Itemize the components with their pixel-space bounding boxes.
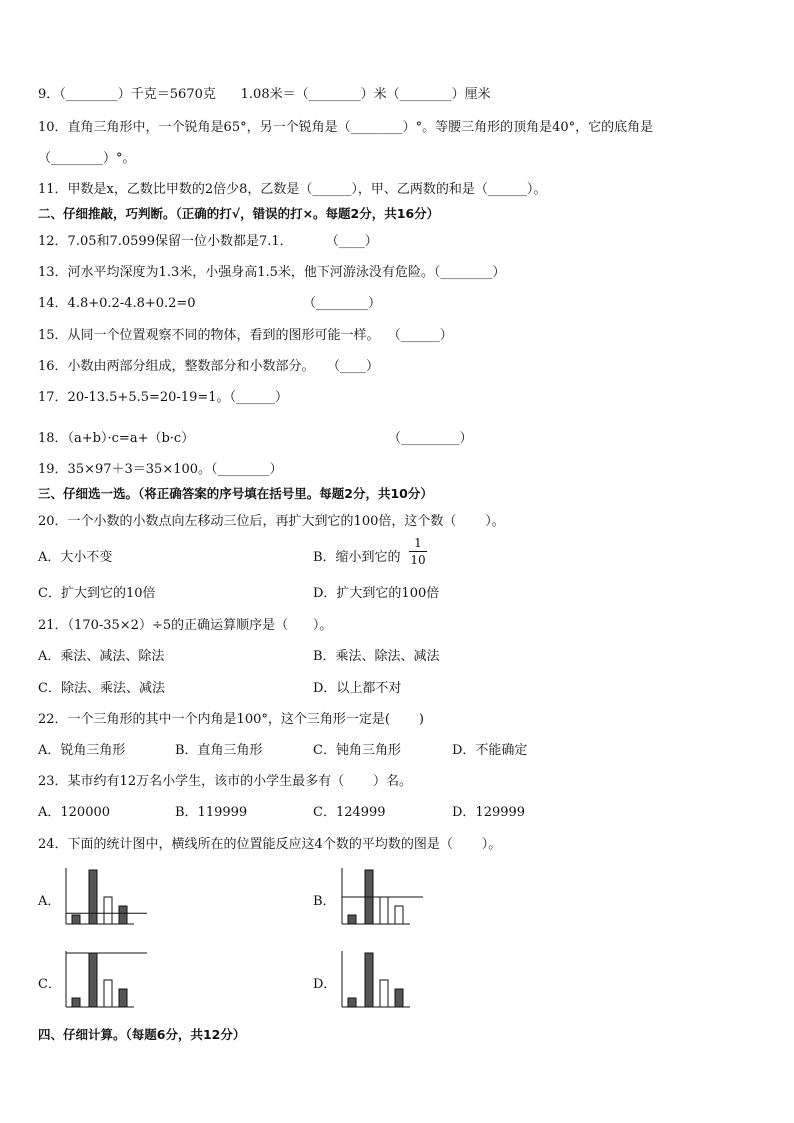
question-22: 22．一个三角形的其中一个内角是100°，这个三角形一定是( ) — [38, 712, 424, 727]
question-24: 24．下面的统计图中，横线所在的位置能反应这4个数的平均数的图是（ ）。 — [38, 837, 502, 852]
question-15: 15．从同一个位置观察不同的物体，看到的图形可能一样。 （______） — [38, 328, 453, 343]
q23-option-c: C．124999 — [313, 805, 386, 820]
q24-chart-c — [62, 949, 152, 1011]
q20-option-b: B．缩小到它的 — [313, 550, 401, 565]
chart-bar — [119, 906, 127, 924]
question-9: 9．（________）千克＝5670克 1.08米＝（________）米（________）厘米 — [38, 87, 491, 102]
question-14: 14．4.8+0.2-4.8+0.2=0 （________） — [38, 296, 382, 311]
chart-bar — [348, 998, 356, 1007]
fraction-denominator: 10 — [410, 553, 426, 567]
question-13: 13．河水平均深度为1.3米，小强身高1.5米，他下河游泳没有危险。（________） — [38, 265, 506, 280]
q21-option-c: C．除法、乘法、减法 — [38, 681, 165, 696]
q22-option-b: B．直角三角形 — [175, 743, 263, 758]
question-18-blank: （_________） — [388, 431, 473, 446]
q21-option-a: A．乘法、减法、除法 — [38, 649, 165, 664]
question-10-line1: 10．直角三角形中，一个锐角是65°，另一个锐角是（________）°。等腰三角形的顶角是40°，它的底角是 — [38, 120, 654, 135]
fraction-numerator: 1 — [414, 536, 422, 550]
chart-bar — [395, 989, 403, 1007]
q24-option-a-label: A． — [38, 894, 61, 909]
chart-bar — [348, 915, 356, 924]
q23-option-a: A．120000 — [38, 805, 111, 820]
section-2-heading: 二、仔细推敲，巧判断。（正确的打√，错误的打×。每题2分，共16分） — [38, 206, 440, 221]
chart-bar — [89, 953, 97, 1007]
question-21: 21．（170-35×2）÷5的正确运算顺序是（ ）。 — [38, 618, 333, 633]
question-11: 11．甲数是x，乙数比甲数的2倍少8，乙数是（______），甲、乙两数的和是（______）。 — [38, 182, 547, 197]
chart-bar — [380, 980, 388, 1007]
question-16: 16．小数由两部分组成，整数部分和小数部分。 （____） — [38, 359, 379, 374]
question-19: 19．35×97＋3＝35×100。（________） — [38, 462, 283, 477]
q22-option-a: A．锐角三角形 — [38, 743, 126, 758]
chart-bar — [119, 989, 127, 1007]
q23-option-b: B．119999 — [175, 805, 248, 820]
q24-chart-a — [62, 866, 152, 928]
chart-bar — [72, 915, 80, 924]
chart-bar — [104, 897, 112, 924]
q24-chart-d — [338, 949, 428, 1011]
q21-option-b: B．乘法、除法、减法 — [313, 649, 440, 664]
question-10-line2: （________）°。 — [38, 151, 136, 166]
q20-option-b-fraction — [409, 536, 427, 567]
chart-bar — [365, 953, 373, 1007]
question-17: 17．20-13.5+5.5=20-19=1。（______） — [38, 390, 289, 405]
q22-option-c: C．钝角三角形 — [313, 743, 401, 758]
question-20: 20．一个小数的小数点向左移动三位后，再扩大到它的100倍，这个数（ ）。 — [38, 514, 505, 529]
chart-bar — [395, 906, 403, 924]
q22-option-d: D．不能确定 — [452, 743, 528, 758]
q24-option-c-label: C． — [38, 977, 61, 992]
chart-bar — [104, 980, 112, 1007]
chart-bar — [89, 870, 97, 924]
q20-option-a: A．大小不变 — [38, 550, 113, 565]
fraction-bar — [409, 551, 427, 552]
q23-option-d: D．129999 — [452, 805, 526, 820]
q24-option-b-label: B． — [313, 894, 336, 909]
q20-option-c: C．扩大到它的10倍 — [38, 586, 156, 601]
q20-option-d: D．扩大到它的100倍 — [313, 586, 440, 601]
q21-option-d: D．以上都不对 — [313, 681, 402, 696]
chart-bar — [72, 998, 80, 1007]
section-3-heading: 三、仔细选一选。（将正确答案的序号填在括号里。每题2分，共10分） — [38, 486, 433, 501]
q24-chart-b — [338, 866, 428, 928]
section-4-heading: 四、仔细计算。（每题6分，共12分） — [38, 1027, 246, 1042]
chart-bar — [380, 897, 388, 924]
question-18: 18．（a+b）·c=a+（b·c） — [38, 431, 195, 446]
q24-option-d-label: D． — [313, 977, 337, 992]
question-12: 12．7.05和7.0599保留一位小数都是7.1． （____） — [38, 234, 378, 249]
question-23: 23．某市约有12万名小学生，该市的小学生最多有（ ）名。 — [38, 774, 413, 789]
